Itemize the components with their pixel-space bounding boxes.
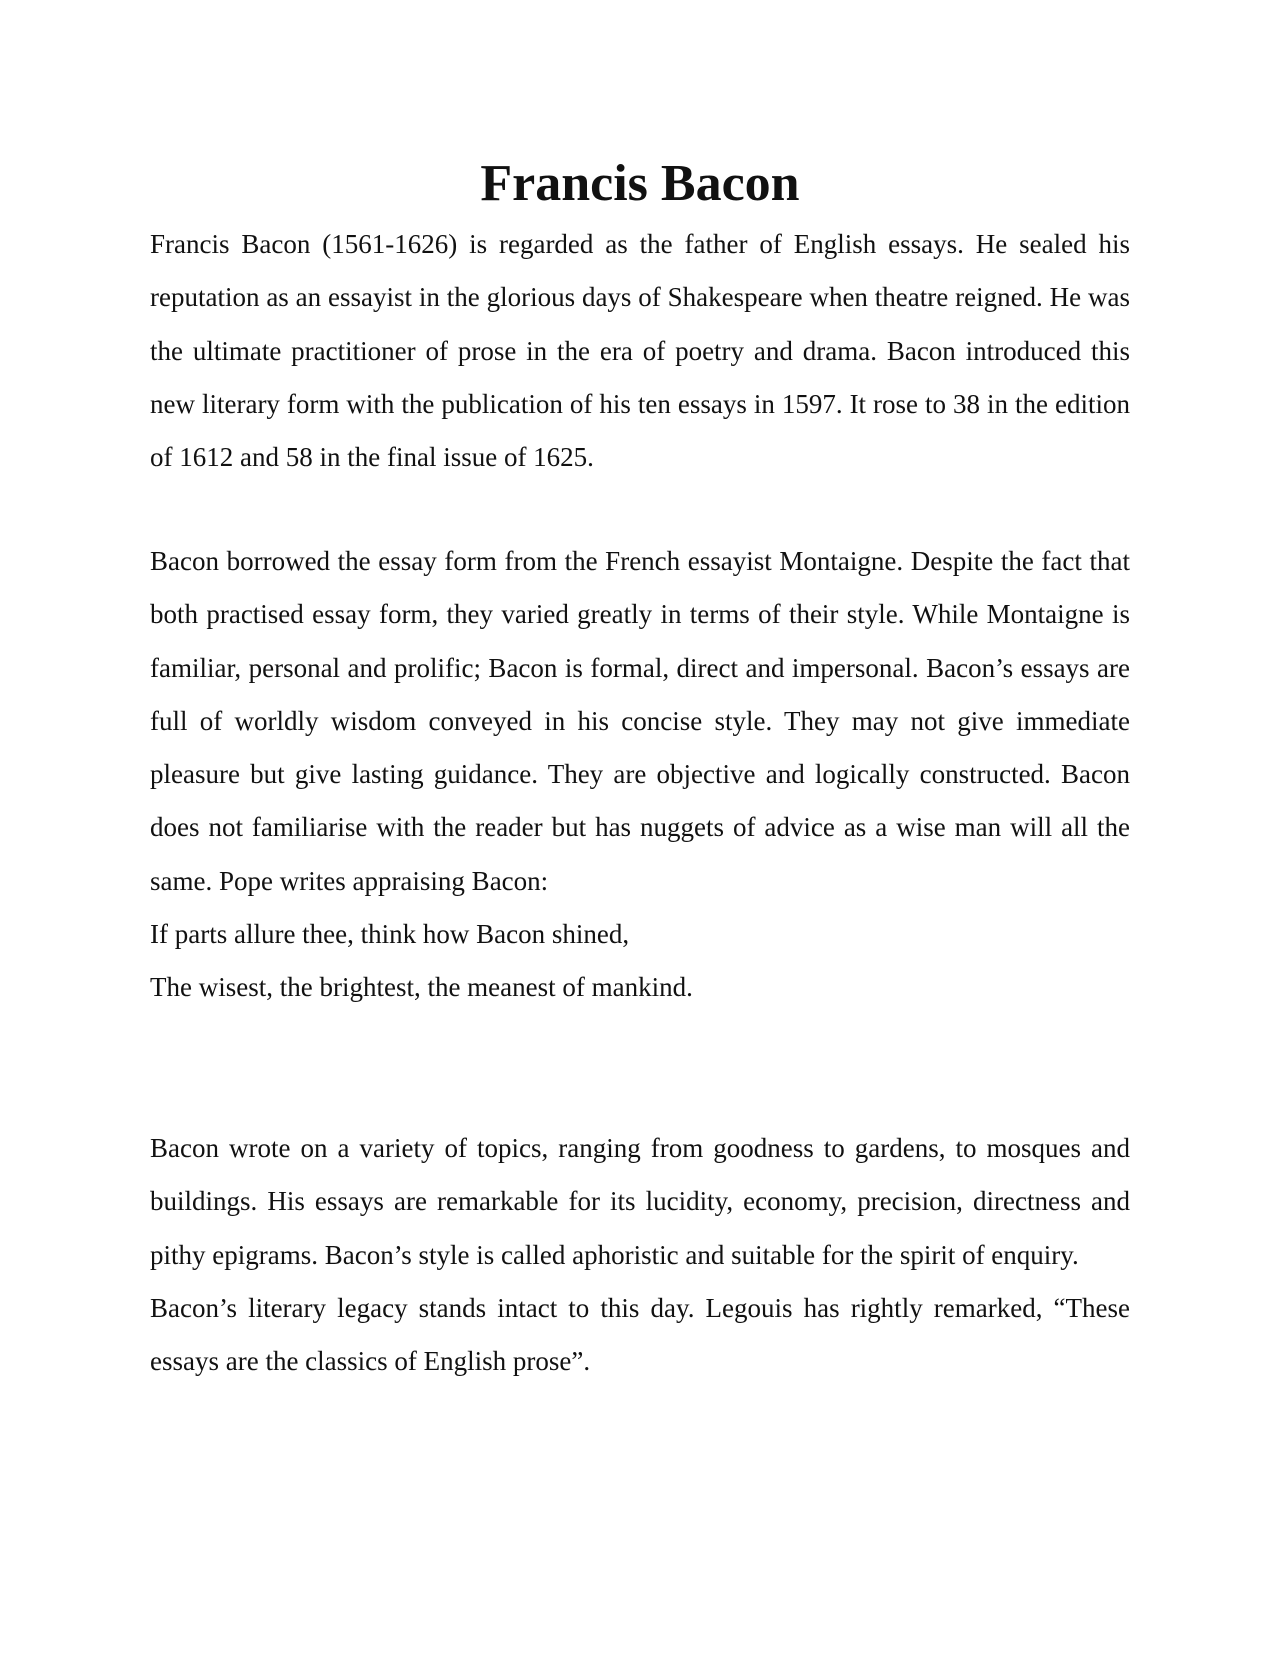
quote-line-1: If parts allure thee, think how Bacon shined,: [150, 919, 630, 950]
section-intro: [150, 218, 1130, 484]
section-montaigne: [150, 535, 1130, 1015]
page-title: Francis Bacon: [480, 155, 800, 212]
paragraph-legacy: Bacon’s literary legacy stands intact to this day. Legouis has rightly remarked, “These essays are the classics of English prose”.: [150, 1292, 1130, 1377]
paragraph-style: Bacon wrote on a variety of topics, ranging from goodness to gardens, to mosques and buildings. His essays are remarkable for its lucidity, economy, precision, directness and pithy epigrams. Bacon’s style is called aphoristic and suitable for the spirit of enquiry.: [150, 1133, 1130, 1270]
section-style: [150, 1122, 1130, 1388]
paragraph-intro: Francis Bacon (1561-1626) is regarded as the father of English essays. He sealed his reputation as an essayist in the glorious days of Shakespeare when theatre reigned. He was the ultimate practitioner of prose in the era of poetry and drama. Bacon introduced this new literary form with the publication of his ten essays in 1597. It rose to 38 in the edition of 1612 and 58 in the final issue of 1625.: [150, 229, 1130, 473]
paragraph-montaigne: Bacon borrowed the essay form from the French essayist Montaigne. Despite the fact that both practised essay form, they varied greatly in terms of their style. While Montaigne is familiar, personal and prolific; Bacon is formal, direct and impersonal. Bacon’s essays are full of worldly wisdom conveyed in his concise style. They may not give immediate pleasure but give lasting guidance. They are objective and logically constructed. Bacon does not familiarise with the reader but has nuggets of advice as a wise man will all the same. Pope writes appraising Bacon:: [150, 546, 1130, 896]
quote-line-2: The wisest, the brightest, the meanest of mankind.: [150, 972, 693, 1003]
